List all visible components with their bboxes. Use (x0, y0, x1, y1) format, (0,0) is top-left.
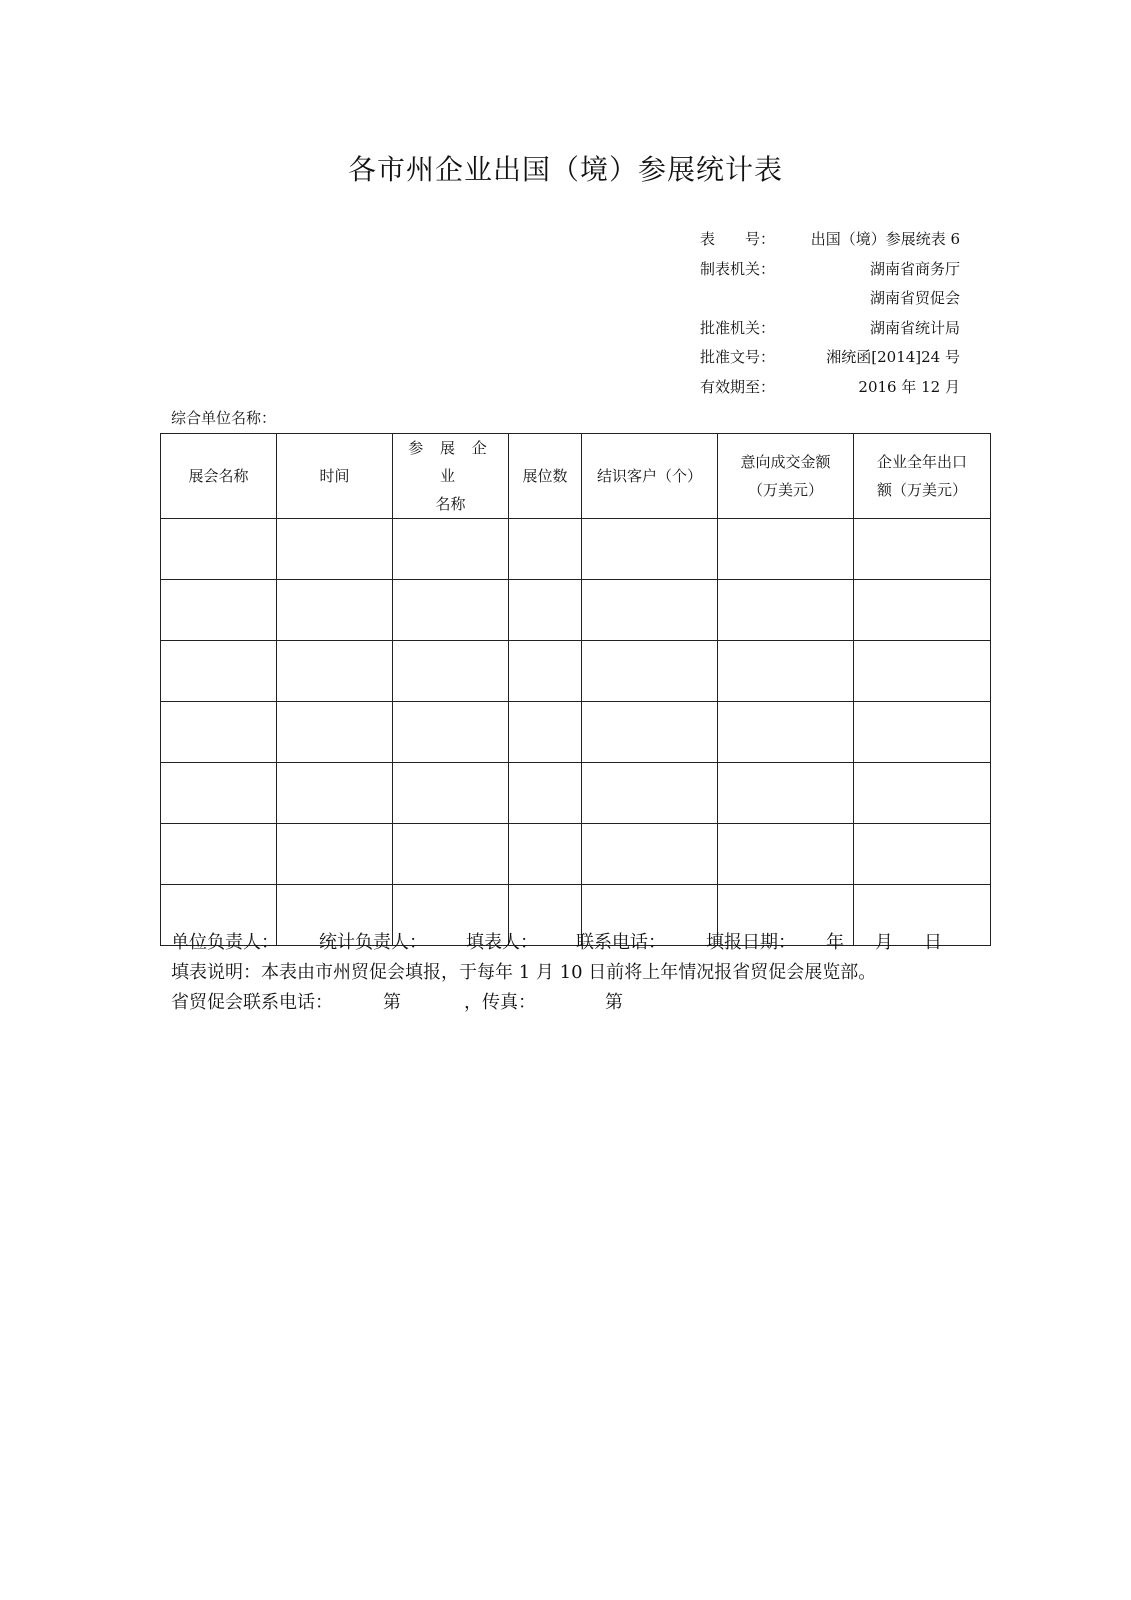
meta-label: 制表机关： (700, 259, 776, 278)
exhibition-stats-table (160, 433, 991, 946)
table-cell[interactable] (509, 824, 582, 885)
table-cell[interactable] (718, 824, 854, 885)
table-cell[interactable] (718, 641, 854, 702)
table-cell[interactable] (277, 641, 393, 702)
table-cell[interactable] (854, 519, 991, 580)
meta-row-approver (700, 314, 960, 344)
contact-phone-mark: 第 (383, 992, 401, 1013)
stats-head-label: 统计负责人： (319, 932, 427, 953)
table-cell[interactable] (854, 580, 991, 641)
table-cell[interactable] (582, 702, 718, 763)
meta-value: 2016 年 12 月 (858, 377, 960, 396)
table-row (161, 519, 991, 580)
table-cell[interactable] (509, 519, 582, 580)
table-row (161, 702, 991, 763)
header-annual-export: 企业全年出口 额（万美元） (854, 434, 991, 519)
phone-label: 联系电话： (576, 932, 666, 953)
month-label: 月 (875, 932, 893, 953)
instruction-note (171, 958, 971, 988)
contact-line (171, 988, 971, 1018)
table-cell[interactable] (393, 824, 509, 885)
table-cell[interactable] (161, 519, 277, 580)
table-cell[interactable] (509, 763, 582, 824)
table-row (161, 763, 991, 824)
table-cell[interactable] (718, 580, 854, 641)
fill-date-label: 填报日期： (706, 932, 796, 953)
table-cell[interactable] (854, 824, 991, 885)
table-cell[interactable] (854, 702, 991, 763)
table-cell[interactable] (582, 763, 718, 824)
unit-head-label: 单位负责人： (171, 932, 279, 953)
meta-label: 批准机关： (700, 318, 776, 337)
header-booth-count: 展位数 (509, 434, 582, 519)
signature-line (171, 928, 971, 958)
header-exhibition-name: 展会名称 (161, 434, 277, 519)
meta-value: 湖南省贸促会 (869, 289, 960, 307)
fax-label: ，传真： (464, 992, 536, 1013)
fax-mark: 第 (605, 992, 623, 1013)
table-cell[interactable] (161, 641, 277, 702)
meta-row-form-number (700, 225, 960, 255)
meta-row-approval-number (700, 343, 960, 373)
table-cell[interactable] (718, 702, 854, 763)
table-cell[interactable] (393, 580, 509, 641)
table-row (161, 580, 991, 641)
table-cell[interactable] (854, 763, 991, 824)
day-label: 日 (924, 932, 942, 953)
table-cell[interactable] (277, 702, 393, 763)
table-cell[interactable] (854, 641, 991, 702)
meta-row-valid-until (700, 373, 960, 403)
table-cell[interactable] (509, 641, 582, 702)
table-row (161, 824, 991, 885)
table-cell[interactable] (718, 519, 854, 580)
table-header-row (161, 434, 991, 519)
table-cell[interactable] (161, 824, 277, 885)
table-cell[interactable] (393, 519, 509, 580)
table-cell[interactable] (582, 580, 718, 641)
meta-label: 批准文号： (700, 348, 776, 366)
table-cell[interactable] (393, 641, 509, 702)
contact-phone-label: 省贸促会联系电话： (171, 992, 333, 1013)
meta-value: 湖南省统计局 (869, 318, 960, 337)
table-cell[interactable] (582, 519, 718, 580)
header-time: 时间 (277, 434, 393, 519)
table-cell[interactable] (393, 702, 509, 763)
meta-value: 湘统函[2014]24 号 (826, 348, 960, 366)
table-cell[interactable] (582, 824, 718, 885)
table-cell[interactable] (277, 763, 393, 824)
unit-name-label: 综合单位名称： (171, 409, 277, 427)
meta-row-issuer-2 (700, 284, 960, 314)
meta-value: 出国（境）参展统表 6 (810, 230, 960, 248)
table-cell[interactable] (161, 580, 277, 641)
meta-label: 有效期至： (700, 377, 776, 396)
table-cell[interactable] (509, 702, 582, 763)
meta-label: 表 号： (700, 230, 776, 248)
table-cell[interactable] (393, 763, 509, 824)
form-meta (700, 225, 960, 402)
header-intended-deal-amount: 意向成交金额 （万美元） (718, 434, 854, 519)
meta-value: 湖南省商务厅 (869, 259, 960, 278)
table-cell[interactable] (509, 580, 582, 641)
note-text: 填表说明：本表由市州贸促会填报，于每年 1 月 10 日前将上年情况报省贸促会展览部。 (171, 962, 877, 983)
header-clients-met: 结识客户（个） (582, 434, 718, 519)
table-cell[interactable] (582, 641, 718, 702)
table-cell[interactable] (277, 824, 393, 885)
table-row (161, 641, 991, 702)
table-cell[interactable] (161, 763, 277, 824)
page-title: 各市州企业出国（境）参展统计表 (347, 153, 783, 186)
table-cell[interactable] (277, 519, 393, 580)
year-label: 年 (826, 932, 844, 953)
table-cell[interactable] (277, 580, 393, 641)
table-body (161, 519, 991, 946)
filler-label: 填表人： (466, 932, 538, 953)
form-footer (171, 928, 971, 1018)
table-cell[interactable] (718, 763, 854, 824)
table-cell[interactable] (161, 702, 277, 763)
meta-row-issuer (700, 255, 960, 285)
header-company-name: 参 展 企 业 名称 (393, 434, 509, 519)
